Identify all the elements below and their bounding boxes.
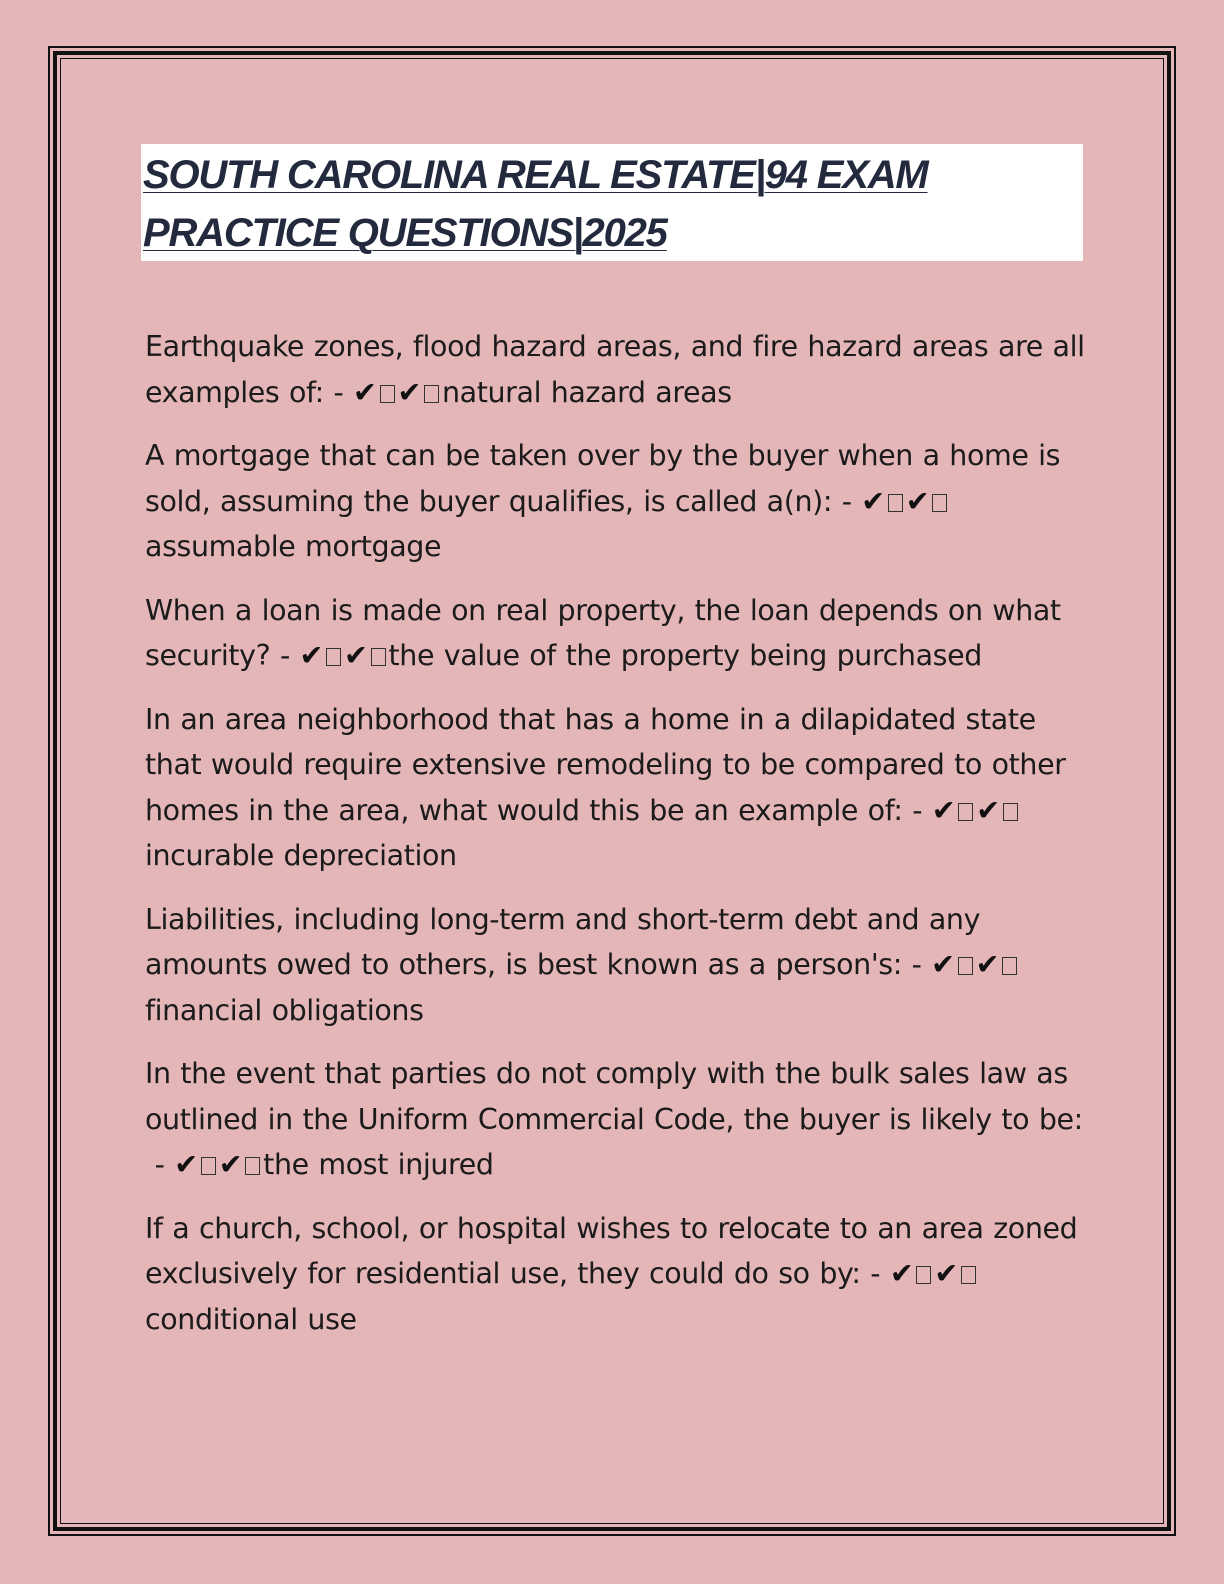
check-mark-icon: ✔: [353, 375, 377, 409]
qa-item: [145, 1051, 1085, 1188]
qa-item: [145, 433, 1085, 570]
answer-text: conditional use: [145, 1302, 357, 1336]
answer-text: financial obligations: [145, 993, 424, 1027]
check-mark-icon: ✔: [861, 484, 885, 518]
separator: -: [860, 1257, 890, 1290]
missing-glyph-box-icon: [958, 957, 973, 975]
answer-text: the value of the property being purchased: [388, 639, 982, 672]
check-mark-icon: ✔: [975, 948, 1000, 981]
separator: -: [145, 1148, 175, 1181]
qa-item: [145, 697, 1085, 879]
question-text: A mortgage that can be taken over by the buyer when a home is sold, assuming the buyer qualifies, is called a(n):: [145, 439, 1061, 518]
check-mark-icon: ✔: [976, 793, 1000, 827]
question-text: In an area neighborhood that has a home in a dilapidated state that would require extensive remodeling to be compared to other homes in the area, what would this be an example of:: [145, 702, 1066, 827]
check-mark-icon: ✔: [931, 948, 955, 981]
missing-glyph-box-icon: [201, 1157, 216, 1175]
missing-glyph-box-icon: [1003, 803, 1018, 821]
missing-glyph-box-icon: [326, 648, 341, 666]
separator: -: [902, 793, 932, 827]
missing-glyph-box-icon: [380, 385, 395, 403]
missing-glyph-box-icon: [916, 1266, 931, 1284]
check-mark-icon: ✔: [905, 484, 930, 518]
answer-text: natural hazard areas: [442, 375, 732, 409]
qa-item: [145, 897, 1085, 1034]
question-text: Liabilities, including long-term and short-term debt and any amounts owed to others, is best known as a person's:: [145, 902, 981, 981]
check-mark-icon: ✔: [889, 1257, 914, 1290]
question-text: In the event that parties do not comply with the bulk sales law as outlined in the Uniform Commercial Code, the buyer is likely to be:: [145, 1057, 1083, 1136]
missing-glyph-box-icon: [958, 803, 973, 821]
check-mark-icon: ✔: [299, 639, 324, 672]
question-text: When a loan is made on real property, the loan depends on what security?: [145, 593, 1061, 672]
title-line-1: SOUTH CAROLINA REAL ESTATE|94 EXAM: [143, 153, 928, 197]
qa-item: [145, 1206, 1085, 1343]
missing-glyph-box-icon: [245, 1157, 260, 1175]
answer-text: assumable mortgage: [145, 530, 442, 563]
title-box: [141, 144, 1083, 261]
question-text: Earthquake zones, flood hazard areas, and fire hazard areas are all examples of:: [145, 330, 1085, 409]
check-mark-icon: ✔: [218, 1148, 243, 1181]
check-mark-icon: ✔: [397, 375, 422, 409]
separator: -: [270, 639, 300, 672]
separator: -: [323, 375, 354, 409]
check-mark-icon: ✔: [344, 639, 368, 672]
qa-item: [145, 588, 1085, 679]
question-text: If a church, school, or hospital wishes to relocate to an area zoned exclusively for residential use, they could do so by:: [145, 1211, 1078, 1290]
title-line-2: PRACTICE QUESTIONS|2025: [143, 211, 667, 255]
qa-list: [145, 324, 1085, 1360]
qa-item: [145, 324, 1085, 415]
separator: -: [832, 484, 862, 518]
missing-glyph-box-icon: [371, 648, 386, 666]
check-mark-icon: ✔: [931, 793, 956, 827]
check-mark-icon: ✔: [934, 1257, 958, 1290]
separator: -: [901, 948, 932, 981]
missing-glyph-box-icon: [961, 1266, 976, 1284]
answer-text: the most injured: [263, 1148, 494, 1181]
check-mark-icon: ✔: [174, 1148, 198, 1181]
missing-glyph-box-icon: [1002, 957, 1017, 975]
document-title: [143, 146, 1081, 262]
missing-glyph-box-icon: [424, 385, 439, 403]
missing-glyph-box-icon: [888, 494, 903, 512]
answer-text: incurable depreciation: [145, 839, 457, 872]
missing-glyph-box-icon: [932, 494, 947, 512]
